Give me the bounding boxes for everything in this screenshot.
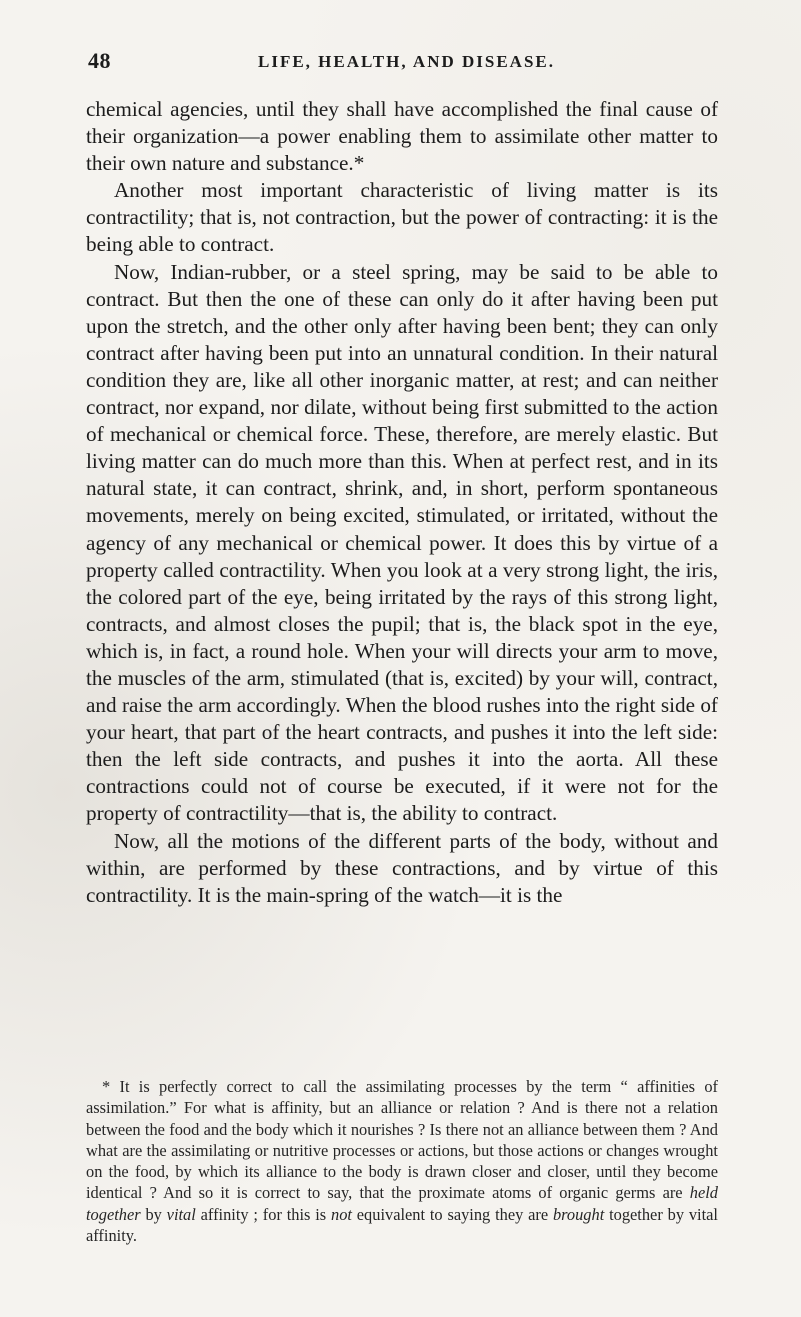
running-head: LIFE, HEALTH, AND DISEASE.: [258, 52, 556, 71]
page-header: [88, 48, 728, 84]
footnote-text: [86, 1076, 718, 1246]
footnote-text-part: together by vital affinity.: [86, 1204, 718, 1246]
footnote-emphasis: brought: [552, 1204, 605, 1224]
footnote-text-part: by: [140, 1204, 167, 1224]
footnote-emphasis: held together: [86, 1183, 718, 1224]
paragraph-continued: chemical agencies, until they shall have accomplished the final cause of their organization—a power enabling them to assimilate other matter to their own nature and substance.*: [86, 97, 718, 176]
page-number: 48: [88, 48, 111, 73]
footnote-text-part: equivalent to saying they are: [351, 1204, 553, 1224]
paragraph-indian-rubber: Now, Indian-rubber, or a steel spring, may be said to be able to contract. But then the one of these can only do it after having been put upon the stretch, and the other only after having been bent; they can only contract after having been put into an unnatural condition. In their natural condition they are, like all other inorganic matter, at rest; and can neither contract, nor expand, nor dilate, without being first submitted to the action of mechanical or chemical force. These, therefore, are merely elastic. But living matter can do much more than this. When at perfect rest, and in its natural state, it can contract, shrink, and, in short, perform spontaneous movements, merely on being excited, stimulated, or irritated, without the agency of any mechanical or chemical power. It does this by virtue of a property called contractility. When you look at a very strong light, the iris, the colored part of the eye, being irritated by the rays of this strong light, contracts, and almost closes the pupil; that is, the black spot in the eye, which is, in fact, a round hole. When your will directs your arm to move, the muscles of the arm, stimulated (that is, excited) by your will, contract, and raise the arm accordingly. When the blood rushes into the right side of your heart, that part of the heart contracts, and pushes it into the left side: then the left side contracts, and pushes it into the aorta. All these contractions could not of course be executed, if it were not for the property of contractility—that is, the ability to contract.: [86, 259, 718, 826]
footnote-emphasis: not: [331, 1204, 352, 1224]
paragraph-motions: Now, all the motions of the different parts of the body, without and within, are performed by these contractions, and by virtue of this contractility. It is the main-spring of the watch—it is the: [86, 828, 718, 907]
paragraph-contractility: Another most important characteristic of living matter is its contractility; that is, not contraction, but the power of contracting: it is the being able to contract.: [86, 178, 718, 257]
footnote: [86, 1076, 718, 1246]
footnote-text-part: affinity ; for this is: [195, 1204, 331, 1224]
body-text: [86, 96, 718, 909]
footnote-emphasis: vital: [166, 1204, 196, 1224]
footnote-text-part: * It is perfectly correct to call the assimilating processes by the term “ affinities of assimilation.” For what is affinity, but an alliance or relation ? And is there not a relation between the food and the body which it nourishes ? Is there not an alliance between them ? And what are the assimilating or nutritive processes or actions, but those actions or changes wrought on the food, by which its alliance to the body is drawn closer and closer, until they become identical ? And so it is correct to say, that the proximate atoms of organic germs are: [86, 1077, 718, 1203]
